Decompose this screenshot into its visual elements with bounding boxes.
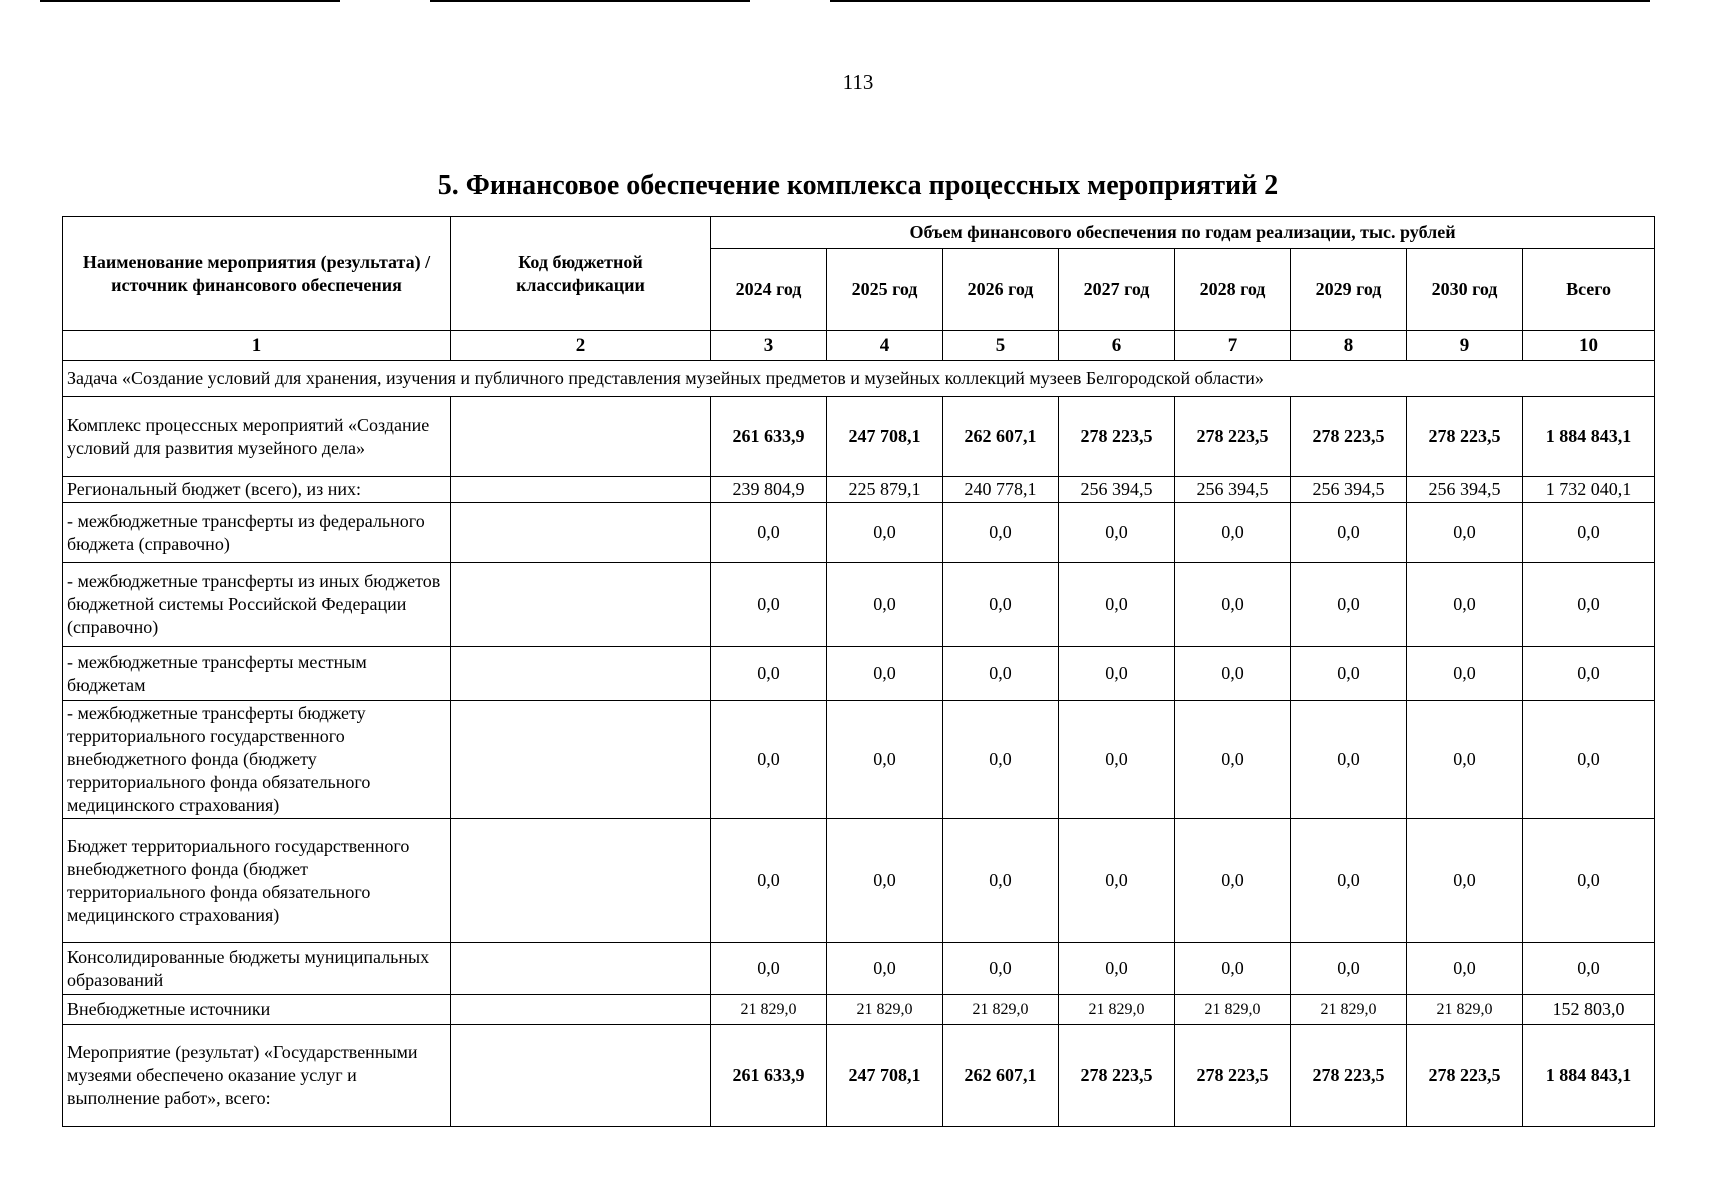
column-number: 7 [1175, 331, 1291, 361]
header-row-group [63, 217, 1655, 249]
value-cell: 256 394,5 [1407, 477, 1523, 503]
value-cell: 0,0 [943, 819, 1059, 943]
row-code [451, 397, 711, 477]
column-number: 4 [827, 331, 943, 361]
value-cell: 21 829,0 [1291, 995, 1407, 1025]
total-cell: 0,0 [1523, 701, 1655, 819]
table-row [63, 819, 1655, 943]
header-code: Код бюджетной классификации [451, 217, 711, 331]
top-border-line [430, 0, 750, 2]
row-name: Мероприятие (результат) «Государственными музеями обеспечено оказание услуг и выполнение работ», всего: [63, 1025, 451, 1127]
total-cell: 0,0 [1523, 563, 1655, 647]
value-cell: 0,0 [1059, 943, 1175, 995]
value-cell: 0,0 [711, 563, 827, 647]
value-cell: 0,0 [1407, 943, 1523, 995]
value-cell: 261 633,9 [711, 397, 827, 477]
value-cell: 278 223,5 [1291, 397, 1407, 477]
table-row [63, 397, 1655, 477]
value-cell: 0,0 [711, 647, 827, 701]
header-year: 2028 год [1175, 249, 1291, 331]
table-row [63, 503, 1655, 563]
top-border-line [830, 0, 1650, 2]
row-code [451, 1025, 711, 1127]
table-row [63, 943, 1655, 995]
value-cell: 0,0 [1407, 701, 1523, 819]
value-cell: 0,0 [1407, 819, 1523, 943]
value-cell: 247 708,1 [827, 1025, 943, 1127]
header-funding-group: Объем финансового обеспечения по годам реализации, тыс. рублей [711, 217, 1655, 249]
value-cell: 278 223,5 [1059, 397, 1175, 477]
value-cell: 0,0 [711, 701, 827, 819]
total-cell: 0,0 [1523, 503, 1655, 563]
value-cell: 240 778,1 [943, 477, 1059, 503]
value-cell: 0,0 [1059, 819, 1175, 943]
value-cell: 0,0 [1175, 819, 1291, 943]
task-row [63, 361, 1655, 397]
value-cell: 0,0 [943, 701, 1059, 819]
column-number: 10 [1523, 331, 1655, 361]
value-cell: 262 607,1 [943, 397, 1059, 477]
row-code [451, 503, 711, 563]
row-code [451, 477, 711, 503]
column-number: 2 [451, 331, 711, 361]
value-cell: 0,0 [827, 647, 943, 701]
value-cell: 278 223,5 [1407, 1025, 1523, 1127]
value-cell: 0,0 [711, 503, 827, 563]
table-row [63, 995, 1655, 1025]
value-cell: 0,0 [827, 563, 943, 647]
row-code [451, 819, 711, 943]
row-code [451, 995, 711, 1025]
value-cell: 21 829,0 [1175, 995, 1291, 1025]
value-cell: 0,0 [1175, 701, 1291, 819]
header-total: Всего [1523, 249, 1655, 331]
value-cell: 0,0 [1291, 819, 1407, 943]
value-cell: 0,0 [1059, 503, 1175, 563]
total-cell: 1 884 843,1 [1523, 1025, 1655, 1127]
value-cell: 278 223,5 [1059, 1025, 1175, 1127]
row-code [451, 647, 711, 701]
value-cell: 0,0 [943, 503, 1059, 563]
value-cell: 256 394,5 [1291, 477, 1407, 503]
page-title: 5. Финансовое обеспечение комплекса процессных мероприятий 2 [437, 170, 1279, 201]
column-number: 3 [711, 331, 827, 361]
value-cell: 0,0 [1291, 701, 1407, 819]
value-cell: 256 394,5 [1059, 477, 1175, 503]
value-cell: 256 394,5 [1175, 477, 1291, 503]
value-cell: 0,0 [1407, 503, 1523, 563]
row-code [451, 701, 711, 819]
value-cell: 0,0 [1407, 647, 1523, 701]
value-cell: 0,0 [1059, 647, 1175, 701]
value-cell: 278 223,5 [1175, 1025, 1291, 1127]
total-cell: 1 884 843,1 [1523, 397, 1655, 477]
value-cell: 278 223,5 [1291, 1025, 1407, 1127]
value-cell: 0,0 [1291, 647, 1407, 701]
value-cell: 21 829,0 [1059, 995, 1175, 1025]
header-year: 2027 год [1059, 249, 1175, 331]
value-cell: 0,0 [827, 503, 943, 563]
value-cell: 0,0 [1175, 503, 1291, 563]
row-name: Консолидированные бюджеты муниципальных образований [63, 943, 451, 995]
header-year: 2029 год [1291, 249, 1407, 331]
header-name: Наименование мероприятия (результата) / источник финансового обеспечения [63, 217, 451, 331]
row-name: - межбюджетные трансферты из иных бюджетов бюджетной системы Российской Федерации (справочно) [63, 563, 451, 647]
row-name: Бюджет территориального государственного внебюджетного фонда (бюджет территориального фонда обязательного медицинского страхования) [63, 819, 451, 943]
total-cell: 0,0 [1523, 647, 1655, 701]
value-cell: 0,0 [1407, 563, 1523, 647]
value-cell: 0,0 [1059, 563, 1175, 647]
row-name: - межбюджетные трансферты из федерального бюджета (справочно) [63, 503, 451, 563]
financing-table [62, 216, 1655, 1127]
value-cell: 278 223,5 [1407, 397, 1523, 477]
value-cell: 0,0 [827, 943, 943, 995]
value-cell: 0,0 [943, 563, 1059, 647]
row-code [451, 563, 711, 647]
value-cell: 0,0 [943, 647, 1059, 701]
value-cell: 0,0 [1175, 943, 1291, 995]
table-row [63, 647, 1655, 701]
row-name: Региональный бюджет (всего), из них: [63, 477, 451, 503]
value-cell: 261 633,9 [711, 1025, 827, 1127]
value-cell: 225 879,1 [827, 477, 943, 503]
header-year: 2026 год [943, 249, 1059, 331]
table-row [63, 701, 1655, 819]
value-cell: 0,0 [1175, 563, 1291, 647]
header-year: 2024 год [711, 249, 827, 331]
value-cell: 0,0 [827, 701, 943, 819]
row-name: Комплекс процессных мероприятий «Создание условий для развития музейного дела» [63, 397, 451, 477]
column-number: 8 [1291, 331, 1407, 361]
value-cell: 0,0 [1175, 647, 1291, 701]
value-cell: 247 708,1 [827, 397, 943, 477]
value-cell: 0,0 [1291, 563, 1407, 647]
value-cell: 278 223,5 [1175, 397, 1291, 477]
value-cell: 0,0 [711, 943, 827, 995]
value-cell: 21 829,0 [827, 995, 943, 1025]
table-row [63, 1025, 1655, 1127]
value-cell: 0,0 [1291, 943, 1407, 995]
row-name: - межбюджетные трансферты бюджету территориального государственного внебюджетного фонда (бюджету территориального фонда обязательного медицинского страхования) [63, 701, 451, 819]
row-code [451, 943, 711, 995]
value-cell: 262 607,1 [943, 1025, 1059, 1127]
column-number: 6 [1059, 331, 1175, 361]
value-cell: 239 804,9 [711, 477, 827, 503]
row-name: - межбюджетные трансферты местным бюджетам [63, 647, 451, 701]
table-row [63, 563, 1655, 647]
column-number: 9 [1407, 331, 1523, 361]
column-number: 1 [63, 331, 451, 361]
total-cell: 0,0 [1523, 819, 1655, 943]
value-cell: 21 829,0 [1407, 995, 1523, 1025]
total-cell: 0,0 [1523, 943, 1655, 995]
header-year: 2030 год [1407, 249, 1523, 331]
value-cell: 0,0 [1291, 503, 1407, 563]
total-cell: 152 803,0 [1523, 995, 1655, 1025]
table-row [63, 477, 1655, 503]
task-text: Задача «Создание условий для хранения, изучения и публичного представления музейных предметов и музейных коллекций музеев Белгородской области» [63, 361, 1655, 397]
value-cell: 21 829,0 [711, 995, 827, 1025]
row-name: Внебюджетные источники [63, 995, 451, 1025]
value-cell: 0,0 [1059, 701, 1175, 819]
value-cell: 0,0 [827, 819, 943, 943]
value-cell: 0,0 [711, 819, 827, 943]
value-cell: 0,0 [943, 943, 1059, 995]
total-cell: 1 732 040,1 [1523, 477, 1655, 503]
top-border-line [40, 0, 340, 2]
column-number: 5 [943, 331, 1059, 361]
header-year: 2025 год [827, 249, 943, 331]
value-cell: 21 829,0 [943, 995, 1059, 1025]
column-numbers-row [63, 331, 1655, 361]
page-number: 113 [842, 70, 874, 94]
